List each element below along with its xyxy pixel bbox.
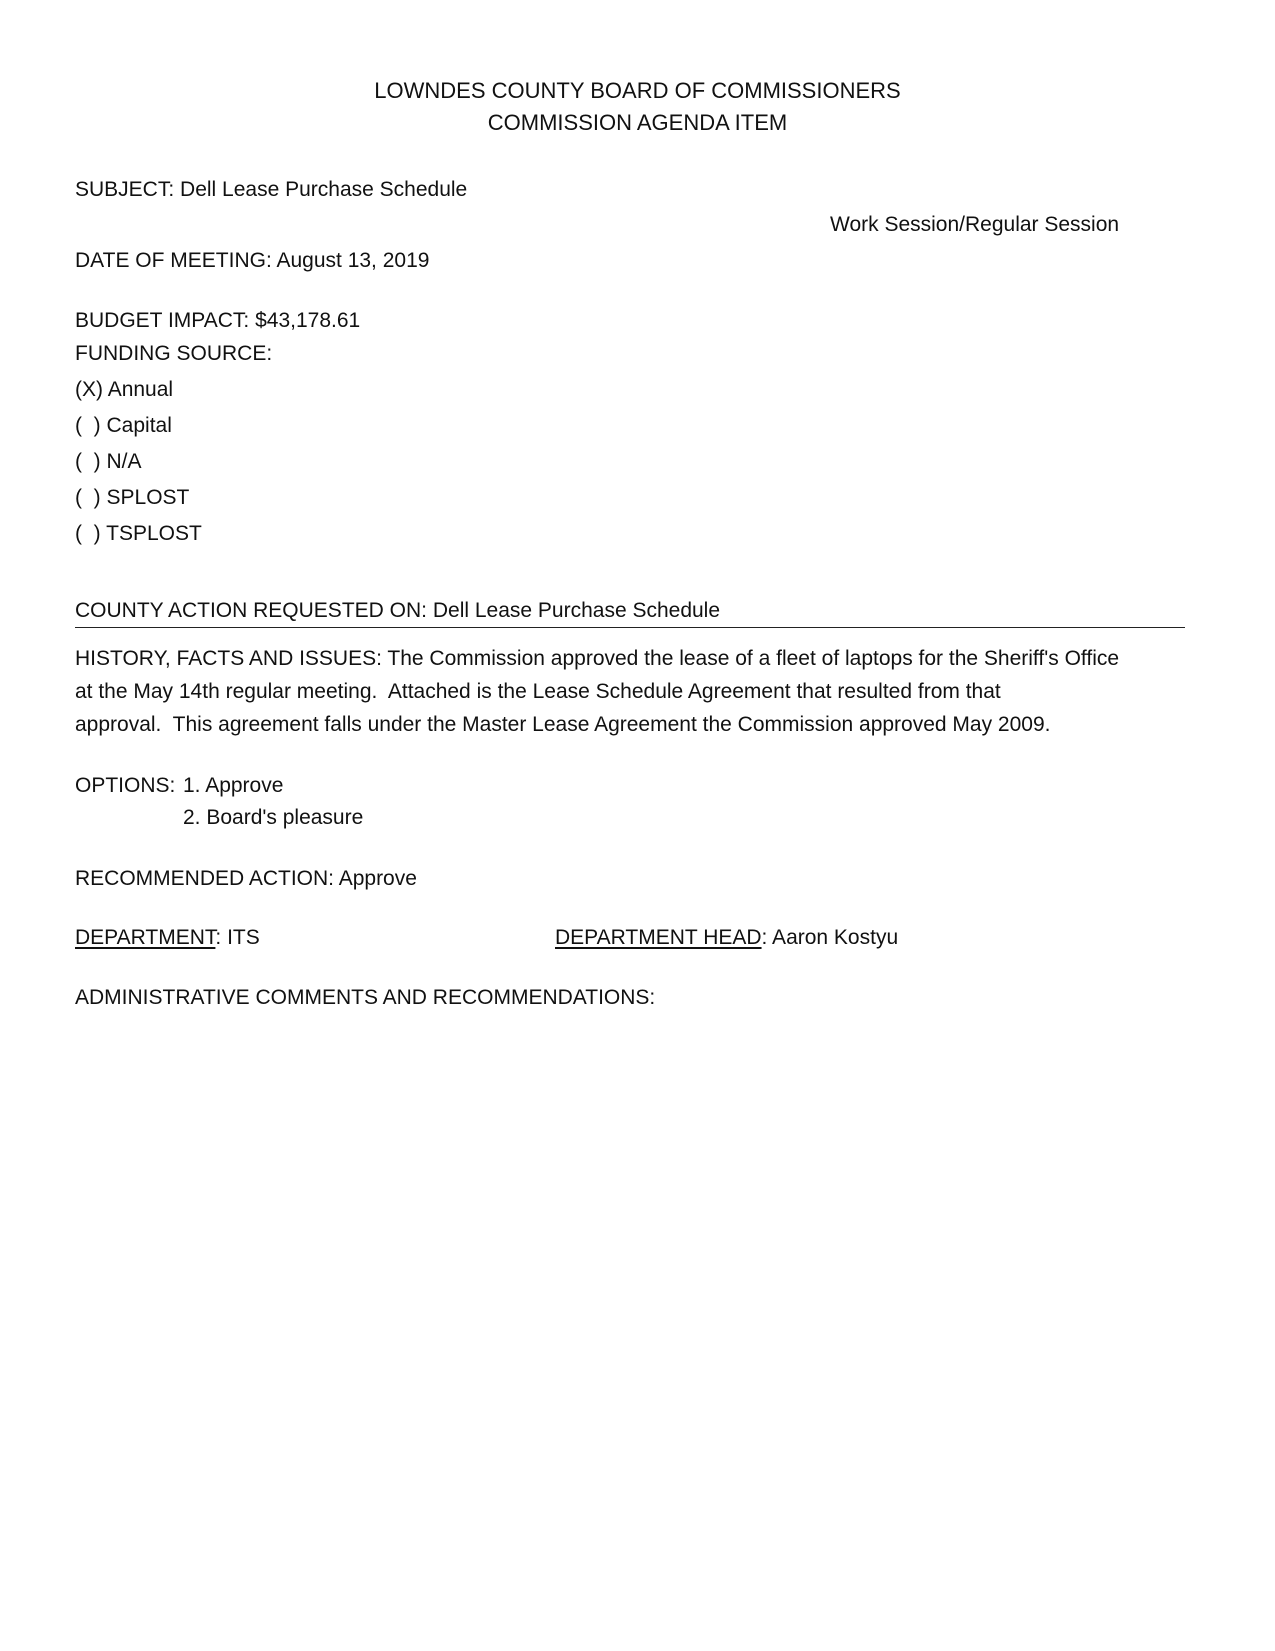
checkbox-mark: ( ) xyxy=(75,522,101,545)
options-label: OPTIONS: xyxy=(75,774,176,797)
section-divider xyxy=(75,627,1185,628)
funding-option-na xyxy=(75,449,142,474)
funding-option-capital xyxy=(75,413,172,438)
checkbox-mark: (X) xyxy=(75,378,103,401)
recommended-action-field xyxy=(75,866,417,891)
budget-impact-value: $43,178.61 xyxy=(255,309,361,332)
department-label: DEPARTMENT xyxy=(75,926,216,949)
checkbox-mark: ( ) xyxy=(75,486,101,509)
budget-impact-field xyxy=(75,308,360,333)
admin-comments-label: ADMINISTRATIVE COMMENTS AND RECOMMENDATIONS: xyxy=(75,986,656,1009)
subject-field xyxy=(75,177,467,202)
meeting-date-label: DATE OF MEETING: xyxy=(75,249,272,272)
option-item-1: 1. Approve xyxy=(183,774,284,797)
history-line-2: at the May 14th regular meeting. Attached is the Lease Schedule Agreement that resulted from that xyxy=(75,680,1001,703)
meeting-date-field xyxy=(75,248,429,273)
county-action-field xyxy=(75,598,720,623)
department-head-value: : Aaron Kostyu xyxy=(761,926,899,949)
meeting-date-value: August 13, 2019 xyxy=(276,249,430,272)
funding-option-label: Capital xyxy=(106,414,172,437)
history-line-1: HISTORY, FACTS AND ISSUES: The Commission approved the lease of a fleet of laptops for the Sheriff's Office xyxy=(75,647,1120,670)
history-label: HISTORY, FACTS AND ISSUES: xyxy=(75,647,382,670)
recommended-action-label: RECOMMENDED ACTION: xyxy=(75,867,335,890)
department-head-label: DEPARTMENT HEAD xyxy=(555,926,762,949)
budget-impact-label: BUDGET IMPACT: xyxy=(75,309,250,332)
funding-option-label: Annual xyxy=(107,378,174,401)
funding-option-label: TSPLOST xyxy=(106,522,202,545)
session-type: Work Session/Regular Session xyxy=(830,213,1120,236)
history-line-3: approval. This agreement falls under the Master Lease Agreement the Commission approved May 2009. xyxy=(75,713,1051,736)
county-action-value: Dell Lease Purchase Schedule xyxy=(432,599,721,622)
department-head-field xyxy=(555,925,898,950)
funding-source-label: FUNDING SOURCE: xyxy=(75,342,273,365)
checkbox-mark: ( ) xyxy=(75,414,101,437)
funding-option-tsplost xyxy=(75,521,202,546)
funding-option-label: SPLOST xyxy=(106,486,190,509)
department-field xyxy=(75,925,260,950)
option-item-2: 2. Board's pleasure xyxy=(183,806,364,829)
county-action-label: COUNTY ACTION REQUESTED ON: xyxy=(75,599,427,622)
funding-option-annual xyxy=(75,377,173,402)
department-value: : ITS xyxy=(215,926,260,949)
history-facts-issues xyxy=(75,642,1185,741)
recommended-action-value: Approve xyxy=(338,867,417,890)
funding-option-splost xyxy=(75,485,189,510)
header-doc-title: COMMISSION AGENDA ITEM xyxy=(487,110,788,135)
checkbox-mark: ( ) xyxy=(75,450,101,473)
funding-option-label: N/A xyxy=(106,450,142,473)
header-org-title: LOWNDES COUNTY BOARD OF COMMISSIONERS xyxy=(374,78,901,103)
subject-value: Dell Lease Purchase Schedule xyxy=(180,178,468,201)
subject-label: SUBJECT: xyxy=(75,178,175,201)
